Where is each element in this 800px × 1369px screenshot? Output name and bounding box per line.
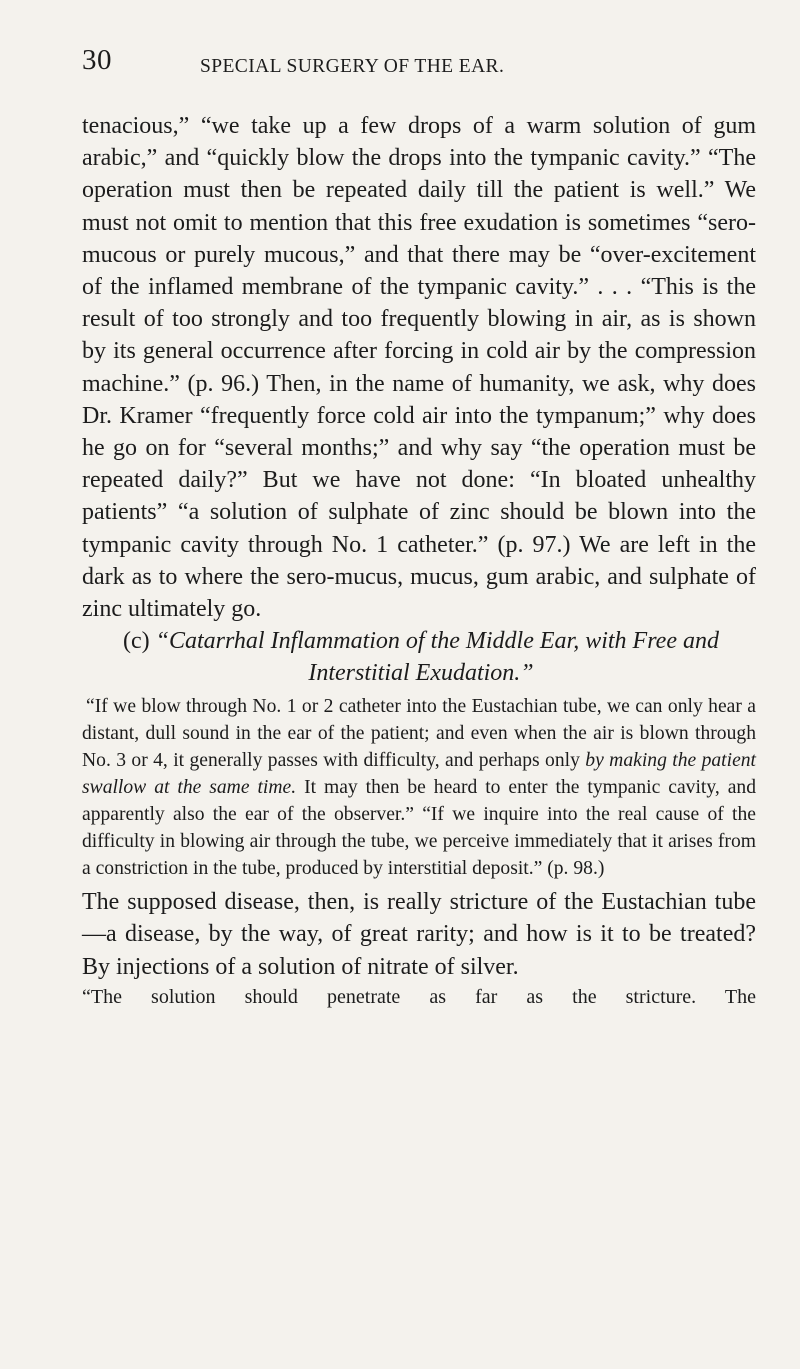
subheading-label: (c) xyxy=(123,628,150,655)
paragraph-3: The supposed disease, then, is really stricture of the Eustachian tube—a disease, by the way, of great rarity; and how is it to be treated? By injections of a solution of nitrate of silver. xyxy=(82,889,756,980)
last-line: “The solution should penetrate as far as the stricture. The xyxy=(82,985,756,1008)
page-number: 30 xyxy=(82,44,112,76)
quote-part-1: “If we blow through No. 1 or 2 catheter into the Eustachian tube, we can only hear a distant, dull sound in the ear of the patient; and even when the air is blown through No. 3 or 4, it generally passes with difficulty, and perhaps only xyxy=(82,696,756,772)
running-head xyxy=(82,44,756,104)
quote-italic: by making the patient swallow at the same time. xyxy=(82,750,757,799)
subheading xyxy=(82,625,756,689)
block-quote xyxy=(82,693,756,882)
paragraph-1: tenacious,” “we take up a few drops of a warm solution of gum arabic,” and “quickly blow the drops into the tympanic cavity.” “The operation must then be repeated daily till the patient is well.” We must not omit to mention that this free exudation is sometimes “sero-mucous or purely mucous,” and that there may be “over-excitement of the inflamed membrane of the tympanic cavity.” . . . “This is the result of too strongly and too frequently blowing in air, as is shown by its general occurrence after forcing in cold air by the compression machine.” (p. 96.) Then, in the name of humanity, we ask, why does Dr. Kramer “frequently force cold air into the tympanum;” why does he go on for “several months;” and why say “the operation must be repeated daily?” But we have not done: “In bloated unhealthy patients” “a solution of sulphate of zinc should be blown into the tympanic cavity through No. 1 catheter.” (p. 97.) We are left in the dark as to where the sero-mucus, mucus, gum arabic, and sulphate of zinc ultimately go. xyxy=(82,113,756,623)
quote-part-2: It may then be heard to enter the tympanic cavity, and apparently also the ear of the observer.” “If we inquire into the real cause of the difficulty in blowing air through the tube, we perceive immediately that it arises from a constriction in the tube, produced by interstitial deposit.” (p. 98.) xyxy=(82,777,756,880)
subheading-text: “Catarrhal Inflammation of the Middle Ear, with Free and Interstitial Exudation.” xyxy=(155,628,719,687)
running-title: SPECIAL SURGERY OF THE EAR. xyxy=(200,56,505,77)
